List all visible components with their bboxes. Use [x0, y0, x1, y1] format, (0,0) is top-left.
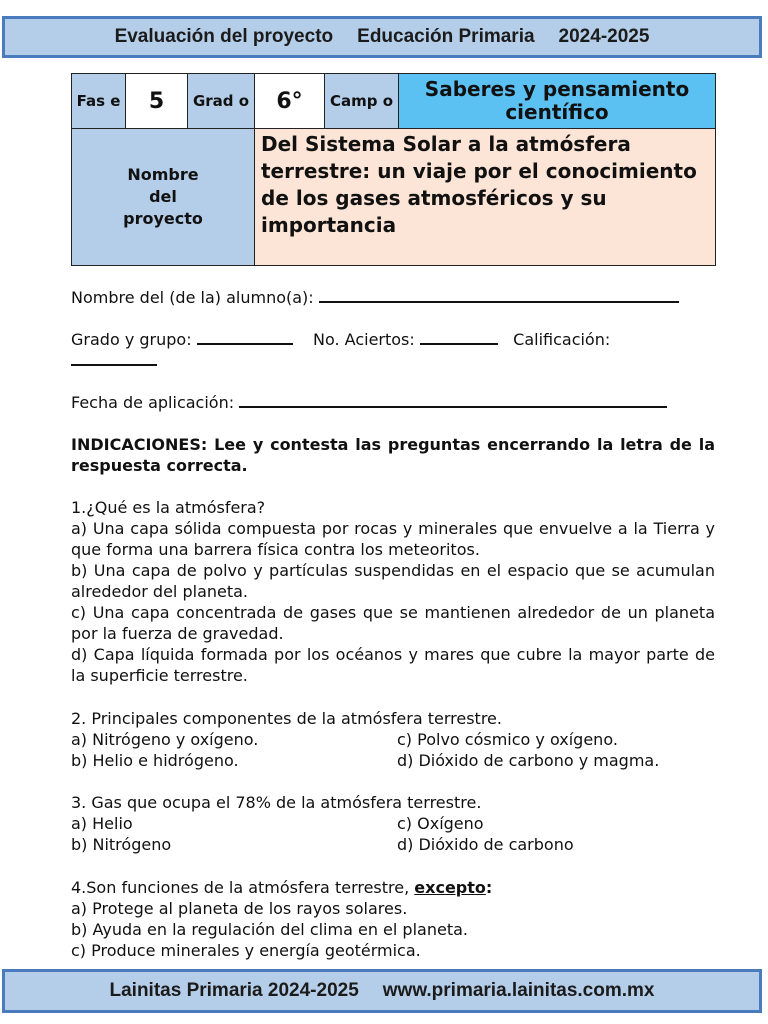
q3-option-b[interactable]: b) Nitrógeno: [71, 835, 172, 854]
question-3: [71, 792, 715, 855]
score-line[interactable]: [71, 350, 157, 366]
campo-value: Saberes y pensamiento científico: [399, 74, 716, 129]
q1-option-c[interactable]: c) Una capa concentrada de gases que se mantienen alrededor de un planeta por la fuerza de gravedad.: [71, 603, 715, 643]
campo-label: Camp o: [325, 74, 399, 129]
date-label: Fecha de aplicación:: [71, 393, 235, 412]
student-name-row: [71, 287, 715, 308]
header-band: [2, 16, 762, 58]
score-label: Calificación:: [513, 330, 611, 349]
question-4: [71, 877, 715, 961]
question-4-text: [71, 877, 715, 898]
q3-option-d[interactable]: d) Dióxido de carbono: [397, 835, 574, 854]
q2-option-d[interactable]: d) Dióxido de carbono y magma.: [397, 751, 660, 770]
grado-value: 6°: [255, 74, 325, 129]
question-2-text: 2. Principales componentes de la atmósfera terrestre.: [71, 709, 502, 728]
student-name-label: Nombre del (de la) alumno(a):: [71, 288, 314, 307]
question-4-stem: 4.Son funciones de la atmósfera terrestre,: [71, 878, 415, 897]
date-row: [71, 392, 715, 413]
q1-option-d[interactable]: d) Capa líquida formada por los océanos y mares que cubre la mayor parte de la superficie terrestre.: [71, 645, 715, 685]
header-level: Educación Primaria: [357, 26, 535, 47]
grado-label: Grad o: [188, 74, 255, 129]
question-2: [71, 708, 715, 771]
student-name-line[interactable]: [319, 287, 679, 303]
correct-label: No. Aciertos:: [313, 330, 415, 349]
q4-option-a[interactable]: a) Protege al planeta de los rayos solares.: [71, 899, 408, 918]
project-name: Del Sistema Solar a la atmósfera terrestre: un viaje por el conocimiento de los gases atmosféricos y su importancia: [255, 129, 716, 266]
question-1-text: 1.¿Qué es la atmósfera?: [71, 498, 266, 517]
footer-brand: Lainitas Primaria 2024-2025: [109, 980, 359, 1001]
fase-value: 5: [126, 74, 188, 129]
instructions: INDICACIONES: Lee y contesta las preguntas encerrando la letra de la respuesta correcta.: [71, 435, 715, 475]
q3-option-c[interactable]: c) Oxígeno: [397, 814, 484, 833]
footer-site[interactable]: www.primaria.lainitas.com.mx: [382, 980, 655, 1001]
question-1: [71, 497, 715, 686]
header-year: 2024-2025: [558, 26, 650, 47]
grade-group-label: Grado y grupo:: [71, 330, 192, 349]
q2-option-c[interactable]: c) Polvo cósmico y oxígeno.: [397, 730, 618, 749]
footer-band: [2, 969, 762, 1013]
q1-option-b[interactable]: b) Una capa de polvo y partículas suspendidas en el espacio que se acumulan alrededor del planeta.: [71, 561, 715, 601]
q1-option-a[interactable]: a) Una capa sólida compuesta por rocas y minerales que envuelve a la Tierra y que forma una barrera física contra los meteoritos.: [71, 519, 715, 559]
correct-line[interactable]: [420, 329, 498, 345]
q4-option-b[interactable]: b) Ayuda en la regulación del clima en el planeta.: [71, 920, 468, 939]
q3-option-a[interactable]: a) Helio: [71, 814, 133, 833]
question-4-suffix: :: [485, 878, 493, 897]
q2-option-b[interactable]: b) Helio e hidrógeno.: [71, 751, 239, 770]
question-4-emphasis: excepto: [414, 878, 486, 897]
grade-row: [71, 329, 715, 371]
date-line[interactable]: [239, 392, 667, 408]
q4-option-c[interactable]: c) Produce minerales y energía geotérmica.: [71, 941, 421, 960]
fase-label: Fas e: [72, 74, 126, 129]
q2-option-a[interactable]: a) Nitrógeno y oxígeno.: [71, 730, 259, 749]
project-info-table: [71, 73, 716, 266]
question-3-text: 3. Gas que ocupa el 78% de la atmósfera terrestre.: [71, 793, 482, 812]
header-title: Evaluación del proyecto: [114, 26, 334, 47]
project-name-label: Nombre del proyecto: [72, 129, 255, 266]
grade-group-line[interactable]: [197, 329, 293, 345]
